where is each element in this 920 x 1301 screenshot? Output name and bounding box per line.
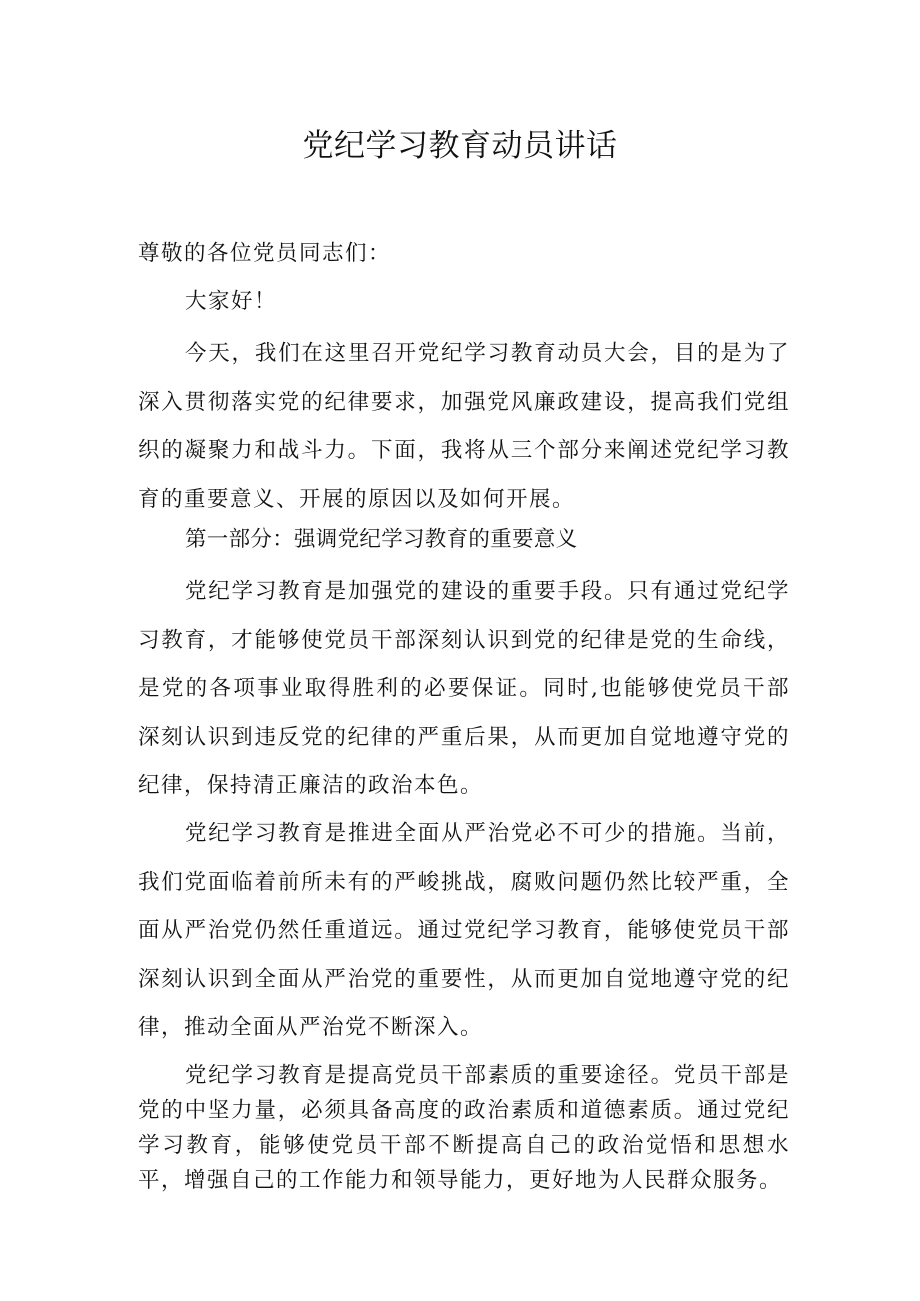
intro-paragraph: 今天，我们在这里召开党纪学习教育动员大会，目的是为了深入贯彻落实党的纪律要求，加强党风廉政建设，提高我们党组织的凝聚力和战斗力。下面，我将从三个部分来阐述党纪学习教育的重要意义、开展的原因以及如何开展。 bbox=[138, 341, 790, 512]
body-paragraph: 党纪学习教育是推进全面从严治党必不可少的措施。当前，我们党面临着前所未有的严峻挑战，腐败问题仍然比较严重，全面从严治党仍然任重道远。通过党纪学习教育，能够使党员干部深刻认识到全面从严治党的重要性，从而更加自觉地遵守党的纪律，推动全面从严治党不断深入。 bbox=[138, 821, 790, 1040]
salutation: 尊敬的各位党员同志们： bbox=[138, 241, 392, 266]
body-paragraph: 党纪学习教育是加强党的建设的重要手段。只有通过党纪学习教育，才能够使党员干部深刻认识到党的纪律是党的生命线，是党的各项事业取得胜利的必要保证。同时,也能够使党员干部深刻认识到违反党的纪律的严重后果，从而更加自觉地遵守党的纪律，保持清正廉洁的政治本色。 bbox=[138, 579, 790, 798]
body-paragraph: 党纪学习教育是提高党员干部素质的重要途径。党员干部是党的中坚力量，必须具备高度的政治素质和道德素质。通过党纪学习教育，能够使党员干部不断提高自己的政治觉悟和思想水平，增强自己的工作能力和领导能力，更好地为人民群众服务。 bbox=[138, 1063, 790, 1193]
page-title: 党纪学习教育动员讲话 bbox=[302, 128, 618, 164]
greeting: 大家好！ bbox=[185, 289, 278, 314]
section-heading: 第一部分：强调党纪学习教育的重要意义 bbox=[185, 527, 578, 552]
